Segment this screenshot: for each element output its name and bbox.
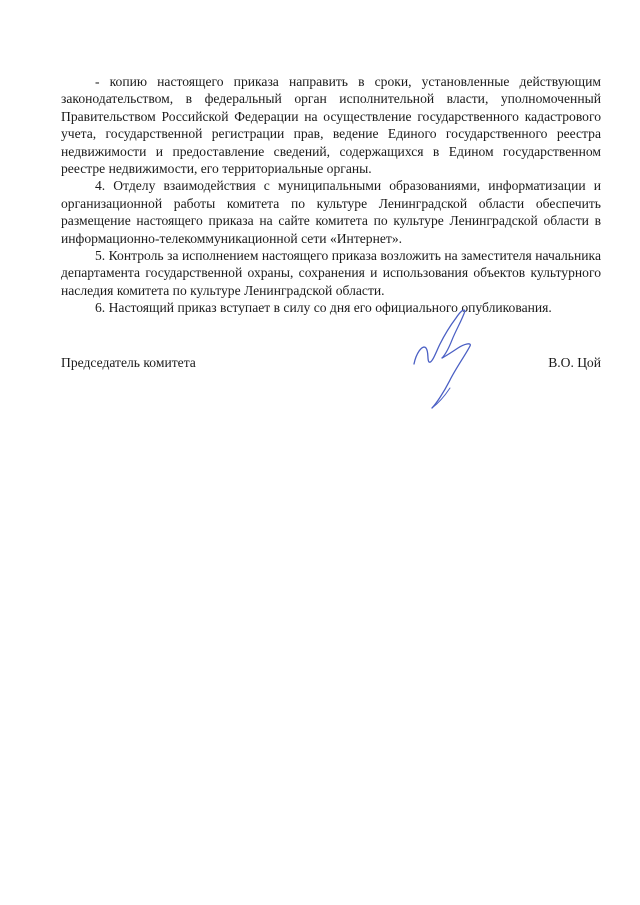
- paragraph-item-4: 4. Отделу взаимодействия с муниципальными образованиями, информатизации и организационной работы комитета по культуре Ленинградской области обеспечить размещение настоящего приказа на сайте комитета по культуре Ленинградской области в информационно-телекоммуникационной сети «Интернет».: [61, 178, 601, 246]
- paragraph-item-5: 5. Контроль за исполнением настоящего приказа возложить на заместителя начальника департамента государственной охраны, сохранения и использования объектов культурного наследия комитета по культуре Ленинградской области.: [61, 248, 601, 298]
- signature-block: [61, 355, 601, 375]
- signatory-name: В.О. Цой: [548, 355, 601, 370]
- handwritten-signature: [412, 306, 492, 412]
- paragraph-item-6: 6. Настоящий приказ вступает в силу со дня его официального опубликования.: [95, 300, 552, 316]
- paragraph-copy-distribution: - копию настоящего приказа направить в сроки, установленные действующим законодательством, в федеральный орган исполнительной власти, уполномоченный Правительством Российской Федерации на осуществление государственного кадастрового учета, государственной регистрации прав, ведение Единого государственного реестра недвижимости и предоставление сведений, содержащихся в Едином государственном реестре недвижимости, его территориальные органы.: [61, 74, 601, 177]
- document-body: [61, 73, 601, 317]
- signatory-position: Председатель комитета: [61, 355, 196, 370]
